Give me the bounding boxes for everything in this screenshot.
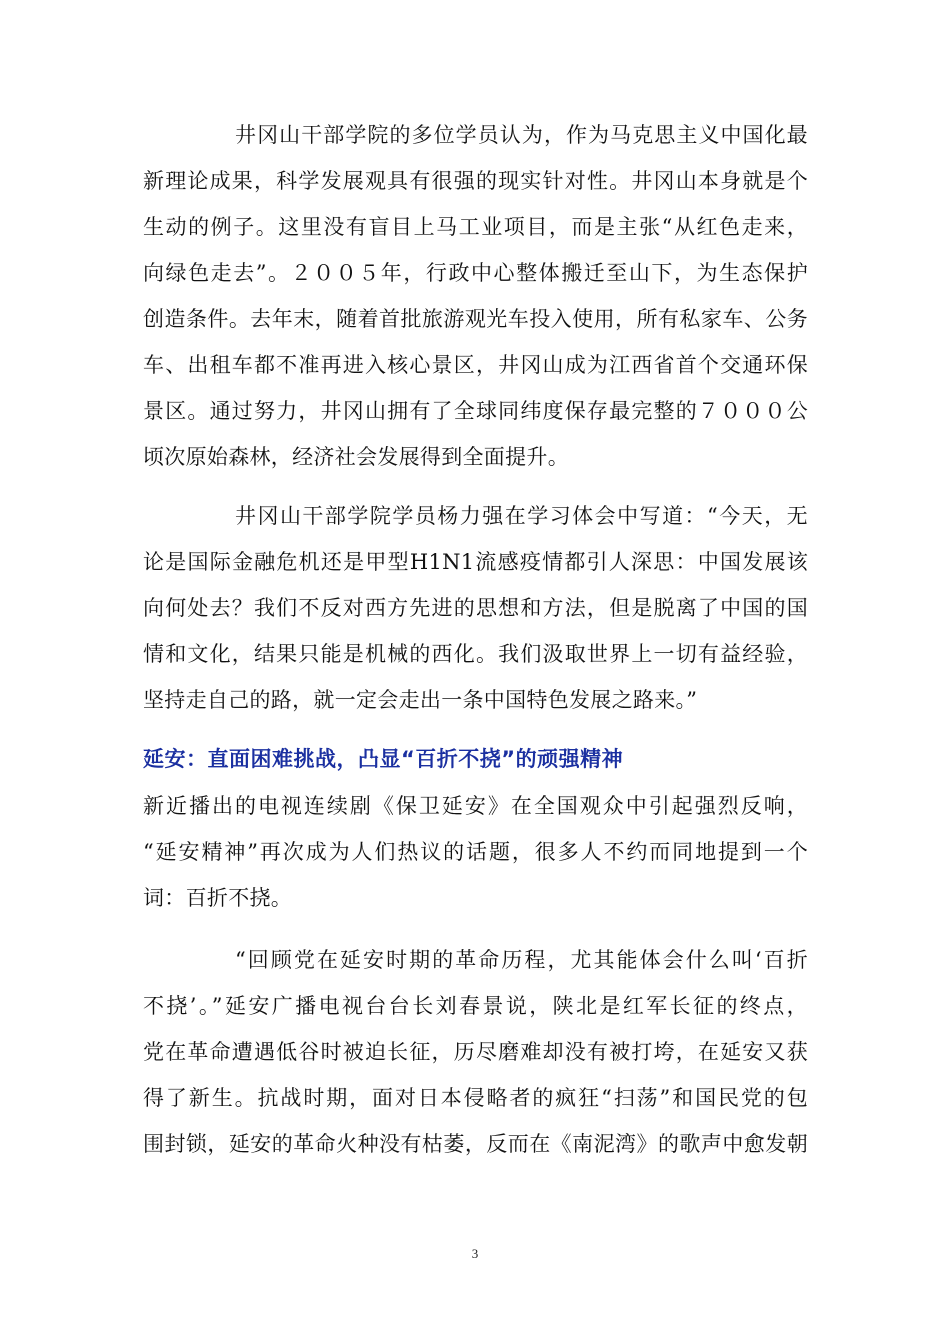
paragraph-line: 新近播出的电视连续剧《保卫延安》在全国观众中引起强烈反响， xyxy=(143,794,808,818)
paragraph-line: 党在革命遭遇低谷时被迫长征，历尽磨难却没有被打垮，在延安又获 xyxy=(143,1040,808,1064)
paragraph-line: 向何处去？我们不反对西方先进的思想和方法，但是脱离了中国的国 xyxy=(143,596,808,620)
paragraph-jinggangshan-1 xyxy=(143,112,808,480)
paragraph-yanan-2 xyxy=(143,937,808,1167)
paragraph-line: 坚持走自己的路，就一定会走出一条中国特色发展之路来。” xyxy=(143,688,698,712)
paragraph-yanan-1 xyxy=(143,783,808,921)
paragraph-line: 生动的例子。这里没有盲目上马工业项目，而是主张“从红色走来， xyxy=(143,215,808,239)
paragraph-jinggangshan-2 xyxy=(143,493,808,723)
paragraph-line: 创造条件。去年末，随着首批旅游观光车投入使用，所有私家车、公务 xyxy=(143,307,808,331)
paragraph-line: “延安精神”再次成为人们热议的话题，很多人不约而同地提到一个 xyxy=(143,840,808,864)
paragraph-line: 新理论成果，科学发展观具有很强的现实针对性。井冈山本身就是个 xyxy=(143,169,808,193)
paragraph-line: 井冈山干部学院的多位学员认为，作为马克思主义中国化最 xyxy=(235,123,808,147)
section-heading: 延安：直面困难挑战，凸显“百折不挠”的顽强精神 xyxy=(143,747,624,771)
page-number: 3 xyxy=(471,1246,479,1261)
paragraph-line: “回顾党在延安时期的革命历程，尤其能体会什么叫‘百折 xyxy=(235,948,808,972)
paragraph-line: 论是国际金融危机还是甲型H1N1流感疫情都引人深思：中国发展该 xyxy=(143,550,808,574)
paragraph-line: 情和文化，结果只能是机械的西化。我们汲取世界上一切有益经验， xyxy=(143,642,808,666)
paragraph-line: 词：百折不挠。 xyxy=(143,886,293,910)
paragraph-line: 向绿色走去”。２００５年，行政中心整体搬迁至山下，为生态保护 xyxy=(143,261,808,285)
paragraph-line: 围封锁，延安的革命火种没有枯萎，反而在《南泥湾》的歌声中愈发朝 xyxy=(143,1132,808,1156)
paragraph-line: 景区。通过努力，井冈山拥有了全球同纬度保存最完整的７０００公 xyxy=(143,399,808,423)
paragraph-line: 顷次原始森林，经济社会发展得到全面提升。 xyxy=(143,445,569,469)
paragraph-line: 车、出租车都不准再进入核心景区，井冈山成为江西省首个交通环保 xyxy=(143,353,808,377)
paragraph-line: 得了新生。抗战时期，面对日本侵略者的疯狂“扫荡”和国民党的包 xyxy=(143,1086,808,1110)
paragraph-line: 不挠’。”延安广播电视台台长刘春景说，陕北是红军长征的终点， xyxy=(143,994,808,1018)
paragraph-line: 井冈山干部学院学员杨力强在学习体会中写道：“今天，无 xyxy=(235,504,808,528)
